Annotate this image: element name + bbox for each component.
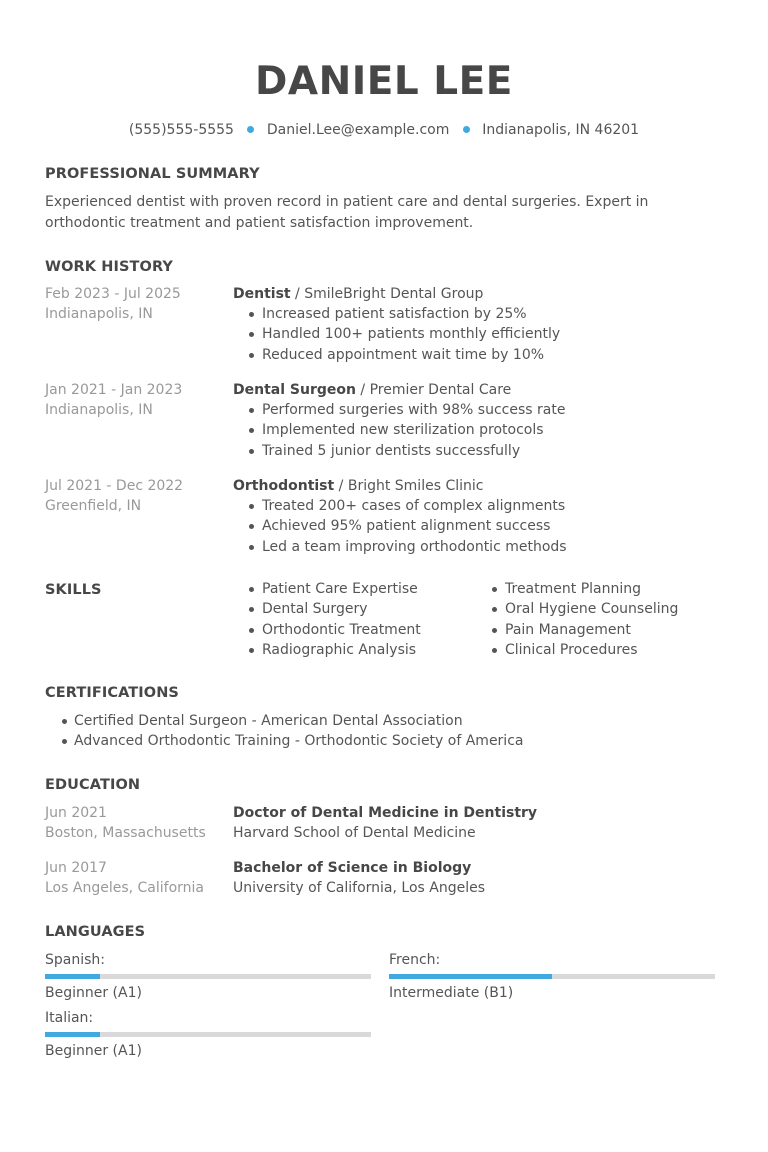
location: Indianapolis, IN 46201 bbox=[482, 122, 640, 138]
language-level: Intermediate (B1) bbox=[389, 985, 514, 1001]
contact-line bbox=[0, 121, 768, 139]
job-bullets bbox=[233, 496, 733, 557]
job-role: Dental Surgeon bbox=[233, 382, 356, 398]
list-item: Oral Hygiene Counseling bbox=[476, 599, 678, 619]
list-item: Led a team improving orthodontic methods bbox=[233, 537, 733, 557]
list-item: Certified Dental Surgeon - American Dental Association bbox=[45, 711, 523, 731]
list-item: Advanced Orthodontic Training - Orthodontic Society of America bbox=[45, 731, 523, 751]
email: Daniel.Lee@example.com bbox=[266, 122, 450, 138]
list-item: Treatment Planning bbox=[476, 579, 678, 599]
school: University of California, Los Angeles bbox=[233, 880, 486, 896]
language-item bbox=[45, 951, 371, 1002]
job-title-line bbox=[233, 284, 733, 304]
list-item: Dental Surgery bbox=[233, 599, 421, 619]
list-item: Treated 200+ cases of complex alignments bbox=[233, 496, 733, 516]
job-title-line bbox=[233, 380, 733, 400]
education-date: Jun 2021 bbox=[45, 805, 107, 821]
list-item: Reduced appointment wait time by 10% bbox=[233, 345, 733, 365]
education-heading: EDUCATION bbox=[45, 777, 141, 793]
skills-heading: SKILLS bbox=[45, 582, 102, 598]
proficiency-bar bbox=[389, 974, 715, 979]
language-item bbox=[45, 1009, 371, 1060]
skills-list-left bbox=[233, 579, 421, 660]
proficiency-bar bbox=[45, 1032, 371, 1037]
job-company: / Premier Dental Care bbox=[355, 382, 512, 398]
degree-name: Bachelor of Science in Biology bbox=[233, 860, 472, 876]
job-dates: Jan 2021 - Jan 2023 bbox=[45, 382, 183, 398]
job-dates: Jul 2021 - Dec 2022 bbox=[45, 478, 184, 494]
languages-heading: LANGUAGES bbox=[45, 924, 146, 940]
job-bullets bbox=[233, 304, 733, 365]
job-title-line bbox=[233, 476, 733, 496]
list-item: Implemented new sterilization protocols bbox=[233, 420, 733, 440]
education-date: Jun 2017 bbox=[45, 860, 107, 876]
proficiency-bar bbox=[45, 974, 371, 979]
summary-heading: PROFESSIONAL SUMMARY bbox=[45, 166, 260, 182]
phone: (555)555-5555 bbox=[128, 122, 234, 138]
degree bbox=[233, 803, 733, 823]
job-location: Indianapolis, IN bbox=[45, 402, 153, 418]
job-dates: Feb 2023 - Jul 2025 bbox=[45, 286, 181, 302]
job-company: / Bright Smiles Clinic bbox=[334, 478, 484, 494]
certifications-heading: CERTIFICATIONS bbox=[45, 685, 179, 701]
summary-text: Experienced dentist with proven record in patient care and dental surgeries. Expert in orthodontic treatment and patient satisfaction improvement. bbox=[45, 194, 649, 231]
skills-list-right bbox=[476, 579, 678, 660]
list-item: Radiographic Analysis bbox=[233, 640, 421, 660]
language-name: French: bbox=[389, 952, 441, 968]
proficiency-fill bbox=[389, 974, 552, 979]
proficiency-fill bbox=[45, 974, 100, 979]
job-role: Dentist bbox=[233, 286, 291, 302]
job-location: Greenfield, IN bbox=[45, 498, 142, 514]
language-level: Beginner (A1) bbox=[45, 1043, 142, 1059]
school: Harvard School of Dental Medicine bbox=[233, 825, 476, 841]
job-location: Indianapolis, IN bbox=[45, 306, 153, 322]
list-item: Patient Care Expertise bbox=[233, 579, 421, 599]
job-role: Orthodontist bbox=[233, 478, 335, 494]
list-item: Increased patient satisfaction by 25% bbox=[233, 304, 733, 324]
list-item: Trained 5 junior dentists successfully bbox=[233, 441, 733, 461]
job-company: / SmileBright Dental Group bbox=[290, 286, 484, 302]
bullet-dot-icon bbox=[463, 126, 470, 133]
education-location: Los Angeles, California bbox=[45, 880, 204, 896]
list-item: Orthodontic Treatment bbox=[233, 620, 421, 640]
language-name: Italian: bbox=[45, 1010, 94, 1026]
bullet-dot-icon bbox=[247, 126, 254, 133]
language-name: Spanish: bbox=[45, 952, 105, 968]
language-item bbox=[389, 951, 715, 1002]
work-history-heading: WORK HISTORY bbox=[45, 259, 174, 275]
list-item: Clinical Procedures bbox=[476, 640, 678, 660]
list-item: Performed surgeries with 98% success rate bbox=[233, 400, 733, 420]
list-item: Achieved 95% patient alignment success bbox=[233, 516, 733, 536]
degree-name: Doctor of Dental Medicine in Dentistry bbox=[233, 805, 538, 821]
proficiency-fill bbox=[45, 1032, 100, 1037]
certifications-list bbox=[45, 711, 523, 752]
language-level: Beginner (A1) bbox=[45, 985, 142, 1001]
degree bbox=[233, 858, 733, 878]
list-item: Pain Management bbox=[476, 620, 678, 640]
candidate-name: DANIEL LEE bbox=[255, 59, 513, 104]
education-location: Boston, Massachusetts bbox=[45, 825, 206, 841]
list-item: Handled 100+ patients monthly efficiently bbox=[233, 324, 733, 344]
job-bullets bbox=[233, 400, 733, 461]
